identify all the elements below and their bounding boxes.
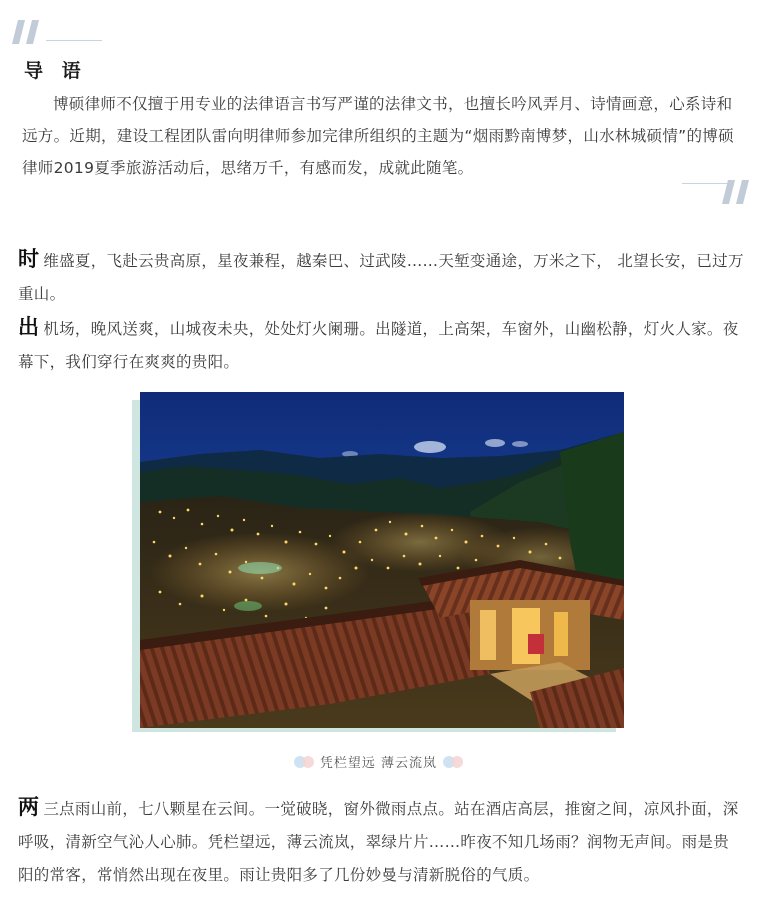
- divider-top: [46, 40, 102, 41]
- close-quote-icon: [720, 178, 754, 206]
- paragraph-3: [18, 791, 744, 892]
- open-quote-icon: [10, 18, 50, 46]
- caption-dots-left: [294, 755, 314, 769]
- photo-figure: [132, 392, 624, 732]
- drop-lead-char: 出: [18, 315, 40, 339]
- paragraph-text: 三点雨山前，七八颗星在云间。一觉破晓，窗外微雨点点。站在酒店高层，推窗之间，凉风扑面，深呼吸，清新空气沁人心肺。凭栏望远，薄云流岚，翠绿片片……昨夜不知几场雨？润物无声间。雨是贵阳的常客，常悄然出现在夜里。雨让贵阳多了几份妙曼与清新脱俗的气质。: [18, 800, 739, 884]
- intro-text: 博硕律师不仅擅于用专业的法律语言书写严谨的法律文书，也擅长吟风弄月、诗情画意，心系诗和远方。近期，建设工程团队雷向明律师参加完律所组织的主题为“烟雨黔南博梦，山水林城硕情”的博硕律师2019夏季旅游活动后，思绪万千，有感而发，成就此随笔。: [22, 95, 734, 177]
- paragraph-2: [18, 311, 744, 379]
- paragraph-text: 机场，晚风送爽，山城夜未央，处处灯火阑珊。出隧道，上高架，车窗外，山幽松静，灯火人家。夜幕下，我们穿行在爽爽的贵阳。: [18, 320, 739, 371]
- caption-text: 凭栏望远 薄云流岚: [319, 756, 438, 771]
- night-village-photo: [140, 392, 624, 728]
- caption-dots-right: [443, 755, 463, 769]
- intro-title: 导 语: [24, 60, 87, 82]
- drop-lead-char: 两: [18, 795, 40, 819]
- paragraph-text: 维盛夏，飞赴云贵高原，星夜兼程，越秦巴、过武陵……天堑变通途，万米之下， 北望长安，已过万重山。: [18, 252, 744, 303]
- paragraph-1: [18, 243, 744, 311]
- drop-lead-char: 时: [18, 247, 40, 271]
- photo-caption: [0, 752, 757, 771]
